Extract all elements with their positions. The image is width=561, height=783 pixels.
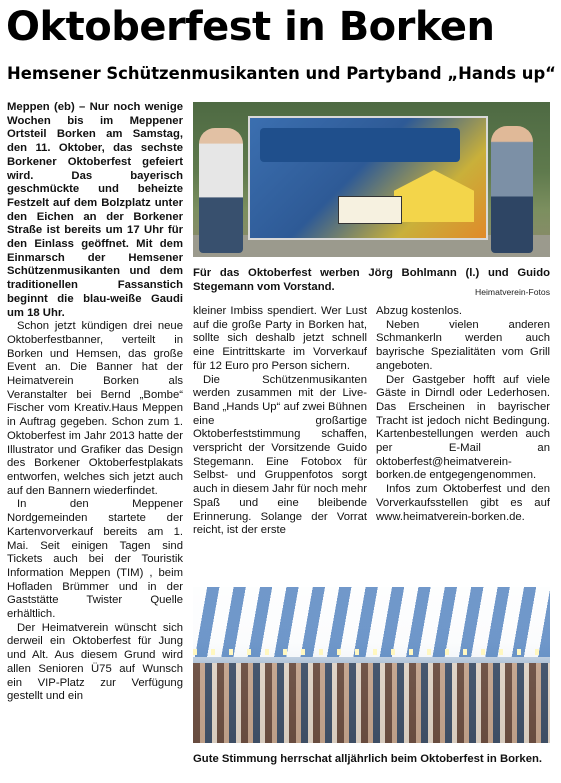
- article-paragraph: In den Meppener Nordgemeinden startete der Kartenvorverkauf bereits am 1. Mai. Seit einigen Tagen sind Tickets auch bei der Touristik Information Meppen (TIM) , beim Hofladen Brümmer und in der Gaststätte Twister Quelle erhältlich.: [7, 498, 183, 621]
- article-paragraph: Der Heimatverein wünscht sich derweil ein Oktoberfest für Jung und Alt. Aus diesem Grund wird allen Senioren Ü75 auf Wunsch ein VIP-Platz zur Verfügung gestellt und ein: [7, 621, 183, 703]
- photo-festival-tent: [193, 587, 550, 743]
- article-column-1: [7, 101, 183, 783]
- banner-title-shape: [260, 128, 460, 162]
- article-column-3: [376, 305, 550, 577]
- photo-credit: Heimatverein-Fotos: [475, 287, 550, 297]
- article-paragraph: Abzug kostenlos.: [376, 305, 463, 317]
- tent-lights: [193, 649, 550, 655]
- article-paragraph: Der Gastgeber hofft auf viele Gäste in Dirndl oder Lederhosen. Das Erscheinen in bayrischer Tracht ist jedoch nicht Bedingung. Kartenbestellungen werden auch per E-Mail an oktoberfest@heimatverein-borken.de entgegengenommen.: [376, 373, 550, 482]
- festival-crowd: [193, 663, 550, 743]
- article-column-2: [193, 305, 367, 577]
- banner-tent-shape: [394, 170, 474, 222]
- subheadline: Hemsener Schützenmusikanten und Partyband „Hands up“: [7, 64, 556, 83]
- article-intro: Meppen (eb) – Nur noch wenige Wochen bis im Meppener Ortsteil Borken am Samstag, den 11. Oktober, das sechste Borkener Oktoberfest gefeiert wird. Das bayerisch geschmückte und beheizte Festzelt auf dem Bolzplatz unter den Eichen an der Borkener Straße ist bereits um 17 Uhr für den Einlass geöffnet. Mit dem Einmarsch der Hemsener Schützenmusikanten und dem traditionellen Fassanstich beginnt die blau-weiße Gaudi um 18 Uhr.: [7, 101, 183, 319]
- photo-banner-presentation: [193, 102, 550, 257]
- article-paragraph: kleiner Imbiss spendiert. Wer Lust auf die große Party in Borken hat, sollte sich deshalb jetzt schnell eine Eintrittskarte im Vorverkauf für 12 Euro pro Person sichern.: [193, 305, 367, 372]
- banner-sign-shape: [338, 196, 402, 224]
- headline: Oktoberfest in Borken: [6, 4, 495, 50]
- photo-caption-bottom: Gute Stimmung herrschat alljährlich beim Oktoberfest in Borken.: [193, 753, 543, 765]
- article-paragraph: Die Schützenmusikanten werden zusammen mit der Live-Band „Hands Up“ auf zwei Bühnen eine großartige Oktoberfeststimmung schaffen, verspricht der Vorsitzende Guido Stegemann. Eine Fotobox für Selbst- und Gruppenfotos sorgt auch in diesem Jahr für noch mehr Spaß und eine bleibende Erinnerung. Solange der Vorrat reicht, ist der erste: [193, 373, 367, 537]
- article-paragraph: Infos zum Oktoberfest und den Vorverkaufsstellen gibt es auf www.heimatverein-borken.de.: [376, 483, 550, 523]
- person-right: [491, 126, 533, 253]
- person-left: [199, 128, 243, 253]
- oktoberfest-banner-image: [248, 116, 488, 240]
- photo-caption-top: Für das Oktoberfest werben Jörg Bohlmann (l.) und Guido Stegemann vom Vorstand.: [193, 267, 550, 293]
- tent-ceiling-stripes: [193, 587, 550, 657]
- article-paragraph: Schon jetzt kündigen drei neue Oktoberfestbanner, verteilt in Borken und Hemsen, das große Event an. Die Banner hat der Heimatverein Borken als Veranstalter bei Bernd „Bombe“ Fischer vom Kreativ.Haus Meppen in Auftrag gegeben. Schon zum 1. Oktoberfest im Jahr 2013 hatte der Illustrator und Grafiker das Design des Borkener Oktoberfestplakats entworfen, welches sich jetzt auch auf den Bannern wiederfindet.: [7, 320, 183, 497]
- article-paragraph: Neben vielen anderen Schmankerln werden auch bayrische Spezialitäten vom Grill angeboten.: [376, 318, 550, 372]
